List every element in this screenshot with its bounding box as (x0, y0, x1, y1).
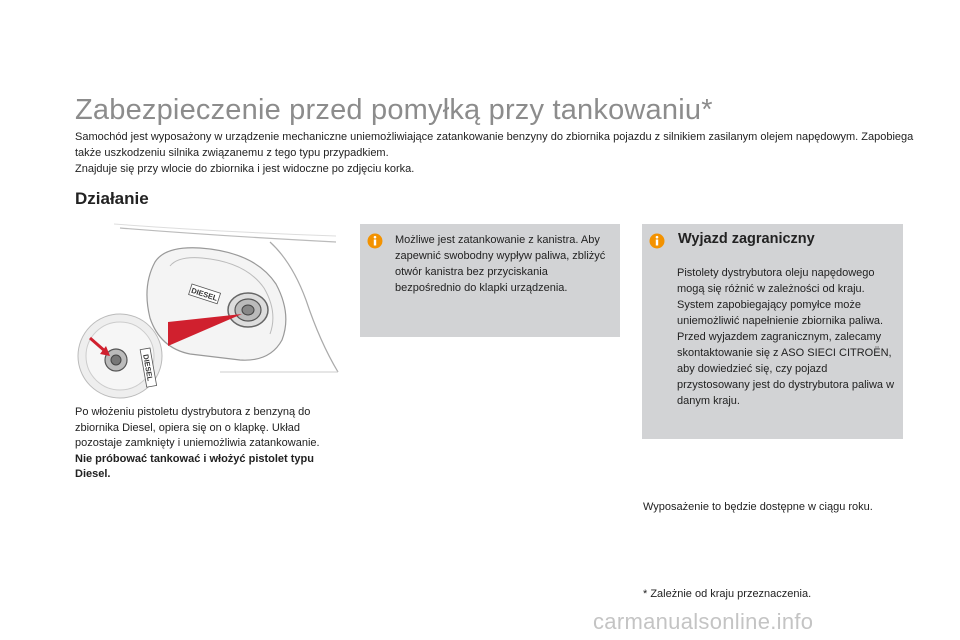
watermark: carmanualsonline.info (593, 609, 814, 634)
fuel-filler-illustration (70, 222, 340, 400)
caption-text: Po włożeniu pistoletu dystrybutora z benzyną do zbiornika Diesel, opiera się on o klapkę. Układ pozostaje zamknięty i uniemożliwia zatankowanie. (75, 406, 320, 449)
intro-paragraph-1: Samochód jest wyposażony w urządzenie mechaniczne uniemożliwiające zatankowanie benzyny do zbiornika pojazdu z silnikiem zasilanym olejem napędowym. Zapobiega także uszkodzeniu silnika związanemu z tego typu przypadkiem. (75, 131, 914, 159)
info-box-travel-paragraph-2: Przed wyjazdem zagranicznym, zalecamy skontaktowanie się z ASO SIECI CITROËN, aby dowiedzieć się, czy pojazd przystosowany jest do dystrybutora paliwa w danym kraju. (677, 331, 895, 407)
illustration-caption (75, 405, 335, 483)
fuel-filler-drawing (70, 222, 340, 400)
section-heading: Działanie (75, 189, 149, 208)
availability-note: Wyposażenie to będzie dostępne w ciągu roku. (643, 501, 873, 513)
info-box-travel-title: Wyjazd zagraniczny (678, 231, 815, 247)
title-asterisk: * (701, 94, 713, 126)
intro-paragraph-2: Znajduje się przy wlocie do zbiornika i jest widoczne po zdjęciu korka. (75, 163, 415, 175)
info-box-travel-paragraph-1: Pistolety dystrybutora oleju napędowego mogą się różnić w zależności od kraju. System zapobiegający pomyłce może uniemożliwić napełnienie zbiornika paliwa. (677, 267, 884, 327)
info-icon (649, 233, 665, 249)
info-box-travel-text (677, 265, 897, 409)
intro-text (75, 129, 915, 177)
diesel-label-top: DIESEL (190, 285, 219, 303)
info-icon (367, 233, 383, 249)
caption-warning: Nie próbować tankować i włożyć pistolet typu Diesel. (75, 452, 314, 480)
info-box-travel-abroad (642, 224, 903, 439)
info-box-canister (360, 224, 620, 337)
info-box-canister-text: Możliwe jest zatankowanie z kanistra. Aby zapewnić swobodny wypływ paliwa, zbliżyć otwór kanistra bez przyciskania bezpośrednio do klapki urządzenia. (395, 234, 606, 294)
diesel-label-side: DIESEL (141, 353, 155, 382)
page-title: Zabezpieczenie przed pomyłką przy tankowaniu* (75, 94, 713, 126)
footnote: * Zależnie od kraju przeznaczenia. (643, 588, 812, 600)
